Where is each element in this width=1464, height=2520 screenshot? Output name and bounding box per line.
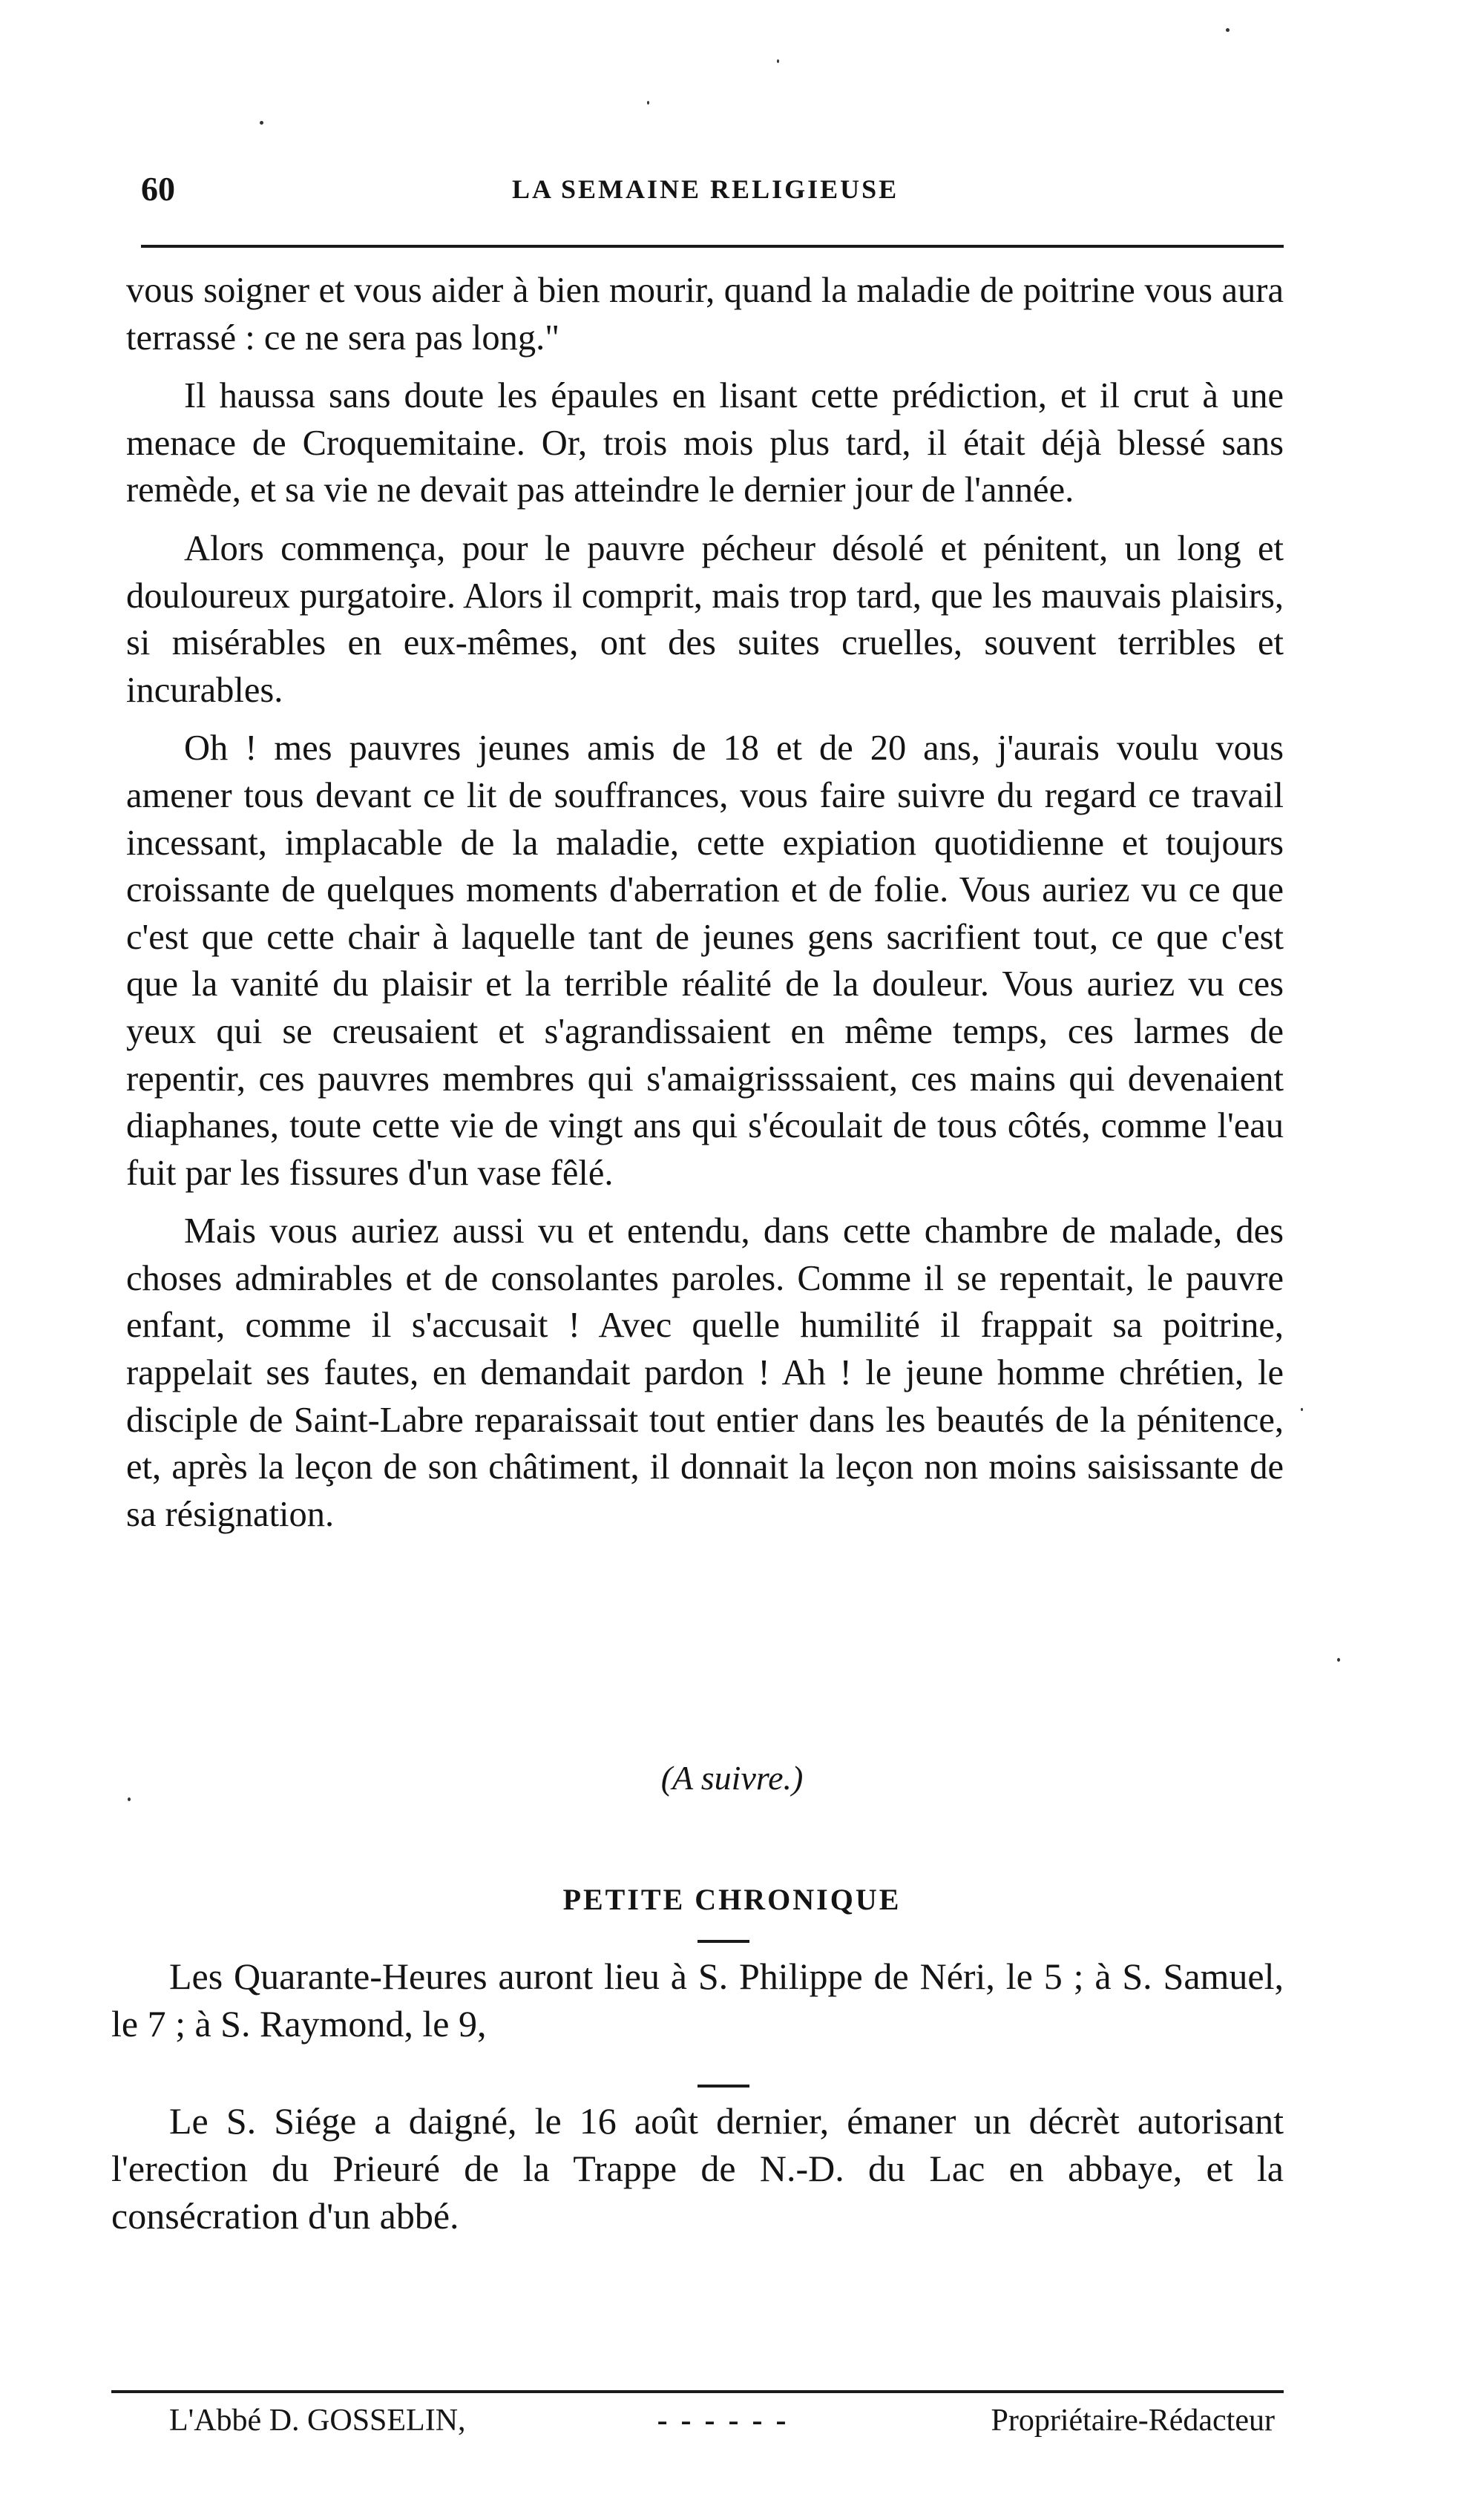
article-body [126, 267, 1284, 1538]
author-role: Propriétaire-Rédacteur [991, 2404, 1275, 2438]
scan-speck [777, 59, 779, 63]
scan-speck [260, 121, 263, 125]
chronicle-paragraph: Le S. Siége a daigné, le 16 août dernier, émaner un décrèt autorisant l'erection du Prieuré de la Trappe de N.-D. du Lac en abbaye, et la consécration d'un abbé. [111, 2100, 1284, 2237]
paragraph: Oh ! mes pauvres jeunes amis de 18 et de 20 ans, j'aurais voulu vous amener tous devant ce lit de souffrances, vous faire suivre du regard ce travail incessant, implacable de la maladie, cette expiation quotidienne et toujours croissante de quelques moments d'aberration et de folie. Vous auriez vu ce que c'est que cette chair à laquelle tant de jeunes gens sacrifient tout, ce que c'est que la vanité du plaisir et la terrible réalité de la douleur. Vous auriez vu ces yeux qui se creusaient et s'agrandissaient en même temps, ces larmes de repentir, ces pauvres membres qui s'amaigrisssaient, ces mains qui devenaient diaphanes, toute cette vie de vingt ans qui s'écoulait de tous côtés, comme l'eau fuit par les fissures d'un vase fêlé. [126, 728, 1284, 1193]
section-title: PETITE CHRONIQUE [562, 1883, 902, 1916]
author-name: L'Abbé D. GOSSELIN, [169, 2404, 466, 2438]
running-title: LA SEMAINE RELIGIEUSE [512, 174, 899, 204]
scan-speck [1301, 1408, 1303, 1411]
page-header [141, 169, 1284, 214]
paragraph: Alors commença, pour le pauvre pécheur désolé et pénitent, un long et douloureux purgatoire. Alors il comprit, mais trop tard, que les mauvais plaisirs, si misérables en eux-mêmes, ont des suites cruelles, souvent terribles et incurables. [126, 528, 1284, 710]
paragraph: vous soigner et vous aider à bien mourir, quand la maladie de poitrine vous aura terrassé : ce ne sera pas long." [126, 271, 1284, 358]
section-dash [697, 2085, 749, 2088]
section-dash [697, 1940, 749, 1943]
chronicle-paragraph: Les Quarante-Heures auront lieu à S. Philippe de Néri, le 5 ; à S. Samuel, le 7 ; à S. Raymond, le 9, [111, 1955, 1284, 2044]
imprint-footer [169, 2403, 1275, 2438]
scan-speck [647, 101, 649, 105]
scan-speck [1226, 28, 1230, 32]
footer-rule [111, 2390, 1284, 2393]
to-be-continued: (A suivre.) [660, 1759, 804, 1797]
paragraph: Mais vous auriez aussi vu et entendu, dans cette chambre de malade, des choses admirables et de consolantes paroles. Comme il se repentait, le pauvre enfant, comme il s'accusait ! Avec quelle humilité il frappait sa poitrine, rappelait ses fautes, en demandait pardon ! Ah ! le jeune homme chrétien, le disciple de Saint-Labre reparaissait tout entier dans les beautés de la pénitence, et, après la leçon de son châtiment, il donnait la leçon non moins saisissante de sa résignation. [126, 1211, 1284, 1534]
page-number: 60 [141, 170, 175, 208]
header-rule [141, 245, 1284, 248]
paragraph: Il haussa sans doute les épaules en lisant cette prédiction, et il crut à une menace de Croquemitaine. Or, trois mois plus tard, il était déjà blessé sans remède, et sa vie ne devait pas atteindre le dernier jour de l'année. [126, 376, 1284, 510]
chronicle-item [111, 1952, 1284, 2047]
scan-speck [128, 1797, 131, 1801]
separator-dashes: ------ [657, 2404, 800, 2438]
scan-speck [1337, 1658, 1340, 1662]
chronicle-item [111, 2097, 1284, 2240]
